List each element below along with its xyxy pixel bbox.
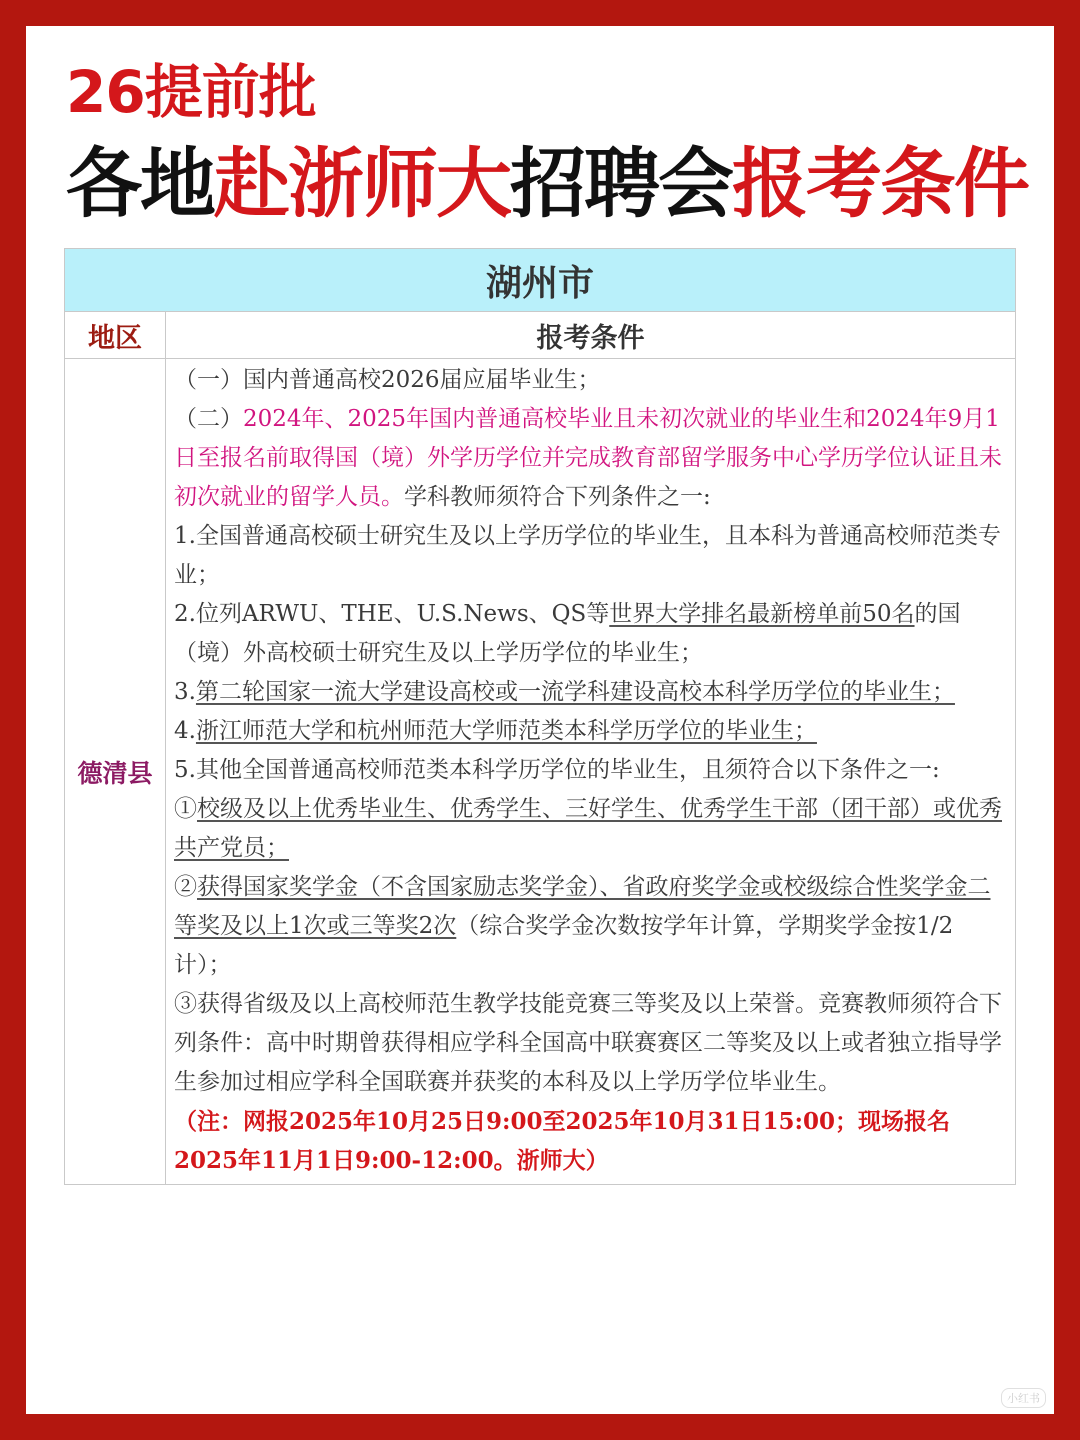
sub-requirement-2-suffix: （综合奖学金次数按学年计算，学期奖学金按1/2计）； [174, 913, 954, 978]
column-header-row [65, 312, 1016, 359]
requirement-4-underlined: 浙江师范大学和杭州师范大学师范类本科学历学位的毕业生； [195, 718, 817, 744]
condition-2 [174, 400, 1009, 517]
conditions-cell [166, 359, 1016, 1185]
title-part-4: 报考条件 [732, 139, 1028, 228]
table-row [65, 359, 1016, 1185]
sub-requirement-1-underlined: 校级及以上优秀毕业生、优秀学生、三好学生、优秀学生干部（团干部）或优秀共产党员； [174, 796, 1002, 861]
condition-2-tail: 学科教师须符合下列条件之一: [404, 484, 711, 510]
sub-requirement-2-underlined: 获得国家奖学金（不含国家励志奖学金）、省政府奖学金或校级综合性奖学金二等奖及以上1次或三等奖2次 [174, 874, 991, 939]
title-part-3: 招聘会 [510, 139, 732, 228]
condition-2-highlight: 2024年、2025年国内普通高校毕业且未初次就业的毕业生和2024年9月1日至报名前取得国（境）外学历学位并完成教育部留学服务中心学历学位认证且未初次就业的留学人员。 [174, 406, 1002, 510]
requirement-2-prefix: 2.位列ARWU、THE、U.S.News、QS等 [174, 601, 610, 627]
requirement-2 [174, 595, 1009, 673]
sub-requirement-2 [174, 868, 1009, 985]
registration-note: （注：网报2025年10月25日9:00至2025年10月31日15:00；现场报名2025年11月1日9:00-12:00。浙师大） [174, 1108, 951, 1174]
sub-requirement-1 [174, 790, 1009, 868]
title-line-2 [66, 136, 1028, 232]
sub-requirement-1-prefix: ① [174, 796, 197, 822]
poster-card [26, 26, 1054, 1414]
requirement-1: 1.全国普通高校硕士研究生及以上学历学位的毕业生，且本科为普通高校师范类专业； [174, 523, 1001, 588]
city-header-row [65, 249, 1016, 312]
requirement-5: 5.其他全国普通高校师范类本科学历学位的毕业生，且须符合以下条件之一: [174, 757, 940, 783]
title-part-2: 赴浙师大 [214, 139, 510, 228]
region-column-header: 地区 [65, 312, 166, 359]
condition-1: （一）国内普通高校2026届应届毕业生； [174, 367, 601, 393]
requirement-2-suffix: 的国（境）外高校硕士研究生及以上学历学位的毕业生； [174, 601, 961, 666]
requirement-2-underlined: 世界大学排名最新榜单前50名 [609, 601, 915, 627]
district-name: 德清县 [65, 359, 166, 1185]
condition-2-prefix: （二） [174, 406, 243, 432]
requirement-3-prefix: 3. [174, 679, 196, 705]
requirement-3-underlined: 第二轮国家一流大学建设高校或一流学科建设高校本科学历学位的毕业生； [195, 679, 955, 705]
requirement-3 [174, 673, 1009, 712]
title-line-1: 26提前批 [66, 58, 316, 126]
sub-requirement-2-prefix: ② [174, 874, 197, 900]
sub-requirement-3: ③获得省级及以上高校师范生教学技能竞赛三等奖及以上荣誉。竞赛教师须符合下列条件：高中时期曾获得相应学科全国高中联赛赛区二等奖及以上或者独立指导学生参加过相应学科全国联赛并获奖的本科及以上学历学位毕业生。 [174, 991, 1002, 1095]
requirement-4-prefix: 4. [174, 718, 196, 744]
title-part-1: 各地 [66, 139, 214, 228]
conditions-table [64, 248, 1016, 1185]
conditions-column-header: 报考条件 [166, 312, 1016, 359]
city-name: 湖州市 [65, 249, 1016, 312]
requirement-4 [174, 712, 1009, 751]
watermark: 小红书 [1001, 1388, 1046, 1408]
